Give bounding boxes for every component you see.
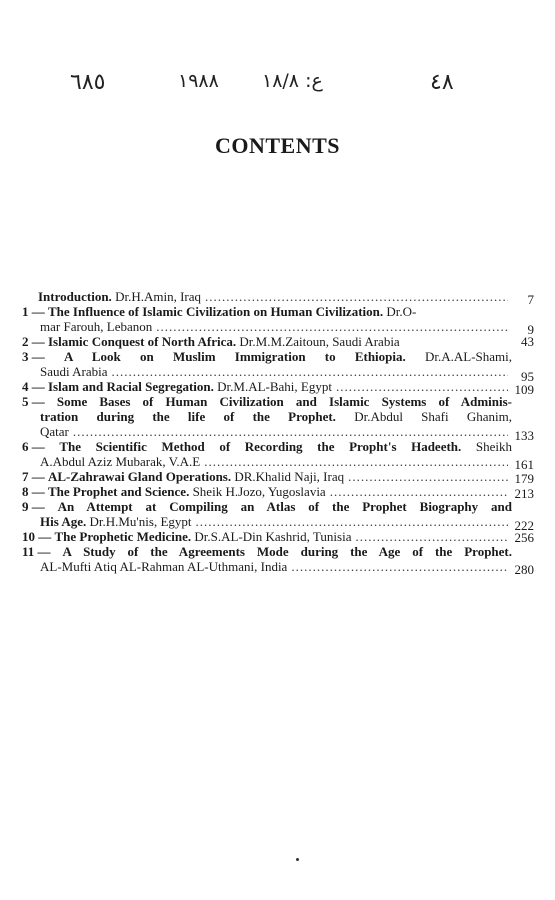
entry-title: tration during the life of the Prophet. bbox=[40, 409, 336, 424]
entry-title: The Prophetic Medicine. bbox=[54, 529, 192, 544]
entry-author: mar Farouh, Lebanon bbox=[40, 319, 153, 334]
leader-dots bbox=[204, 454, 508, 469]
page-number: 222 bbox=[514, 518, 534, 533]
toc-entry-8 bbox=[22, 484, 534, 501]
leader-dots bbox=[330, 484, 508, 499]
entry-number: 11 — bbox=[22, 544, 51, 559]
toc-entry-1 bbox=[22, 304, 534, 337]
entry-author: Dr.Abdul Shafi Ghanim, bbox=[354, 409, 513, 424]
entry-number: 10 — bbox=[22, 529, 52, 544]
entry-author: Dr.A.AL-Shami, bbox=[425, 349, 513, 364]
entry-number: 8 — bbox=[22, 484, 45, 499]
page-title: CONTENTS bbox=[214, 133, 341, 158]
page-number: 43 bbox=[521, 334, 534, 349]
handwritten-annotation: ٤٨ bbox=[430, 70, 454, 95]
entry-author: Dr.H.Amin, Iraq bbox=[115, 289, 201, 304]
handwritten-annotation: ع: ١٨/٨ bbox=[262, 70, 323, 92]
entry-author: Dr.H.Mu'nis, Egypt bbox=[89, 514, 192, 529]
entry-number: 3 — bbox=[22, 349, 45, 364]
leader-dots bbox=[355, 529, 508, 544]
entry-number: 6 — bbox=[22, 439, 45, 454]
entry-title: The Prophet and Science. bbox=[48, 484, 190, 499]
leader-dots bbox=[196, 514, 509, 529]
entry-author: Dr.O- bbox=[386, 304, 417, 319]
leader-dots bbox=[291, 559, 508, 574]
entry-author: Dr.M.AL-Bahi, Egypt bbox=[217, 379, 332, 394]
entry-author: Dr.S.AL-Din Kashrid, Tunisia bbox=[194, 529, 352, 544]
ink-speck bbox=[296, 858, 299, 861]
entry-title: A Look on Muslim Immigration to Ethiopia. bbox=[63, 349, 406, 364]
page-number: 280 bbox=[514, 562, 534, 577]
leader-dots bbox=[205, 289, 508, 304]
entry-author: DR.Khalid Naji, Iraq bbox=[234, 469, 345, 484]
entry-number: 1 — bbox=[22, 304, 45, 319]
entry-number: 4 — bbox=[22, 379, 45, 394]
entry-number: 7 — bbox=[22, 469, 45, 484]
entry-title: Islam and Racial Segregation. bbox=[48, 379, 214, 394]
leader-dots bbox=[156, 319, 508, 334]
toc-entry-4 bbox=[22, 379, 534, 397]
entry-title: Islamic Conquest of North Africa. bbox=[48, 334, 237, 349]
entry-title: A Study of the Agreements Mode during the Age of the Prophet. bbox=[62, 544, 513, 559]
toc-entry-3 bbox=[22, 349, 534, 384]
handwritten-annotation: ٦٨٥ bbox=[70, 70, 106, 95]
entry-number: 2 — bbox=[22, 334, 45, 349]
handwritten-annotation: ١٩٨٨ bbox=[178, 70, 219, 92]
entry-author: Sheikh bbox=[475, 439, 513, 454]
entry-number: 9 — bbox=[22, 499, 45, 514]
entry-author: Dr.M.M.Zaitoun, Saudi Arabia bbox=[239, 334, 400, 349]
page-number: 179 bbox=[514, 471, 534, 486]
toc-entry-introduction bbox=[22, 289, 534, 307]
toc-entry-2 bbox=[22, 334, 534, 349]
page-number: 256 bbox=[514, 530, 534, 545]
toc-entry-9 bbox=[22, 499, 534, 533]
toc-entry-11 bbox=[22, 544, 534, 577]
leader-dots bbox=[336, 379, 508, 394]
toc-entry-10 bbox=[22, 529, 534, 545]
page-number: 161 bbox=[514, 457, 534, 472]
entry-title: The Influence of Islamic Civilization on Human Civilization. bbox=[48, 304, 384, 319]
entry-author: Sheik H.Jozo, Yugoslavia bbox=[192, 484, 326, 499]
toc-entry-5 bbox=[22, 394, 534, 443]
entry-author: A.Abdul Aziz Mubarak, V.A.E bbox=[40, 454, 201, 469]
entry-title: Introduction. bbox=[38, 289, 112, 304]
leader-dots bbox=[73, 424, 508, 439]
page-number: 133 bbox=[514, 428, 534, 443]
entry-title: The Scientific Method of Recording the Propht's Hadeeth. bbox=[59, 439, 462, 454]
entry-title: Some Bases of Human Civilization and Islamic Systems of Adminis- bbox=[56, 394, 513, 409]
page-number: 7 bbox=[527, 292, 534, 307]
page-number: 95 bbox=[521, 369, 534, 384]
toc-entry-6 bbox=[22, 439, 534, 472]
entry-title: AL-Zahrawai Gland Operations. bbox=[48, 469, 232, 484]
page-number: 9 bbox=[527, 322, 534, 337]
entry-title: His Age. bbox=[40, 514, 87, 529]
table-of-contents bbox=[22, 289, 534, 577]
page-number: 213 bbox=[514, 486, 534, 501]
toc-entry-7 bbox=[22, 469, 534, 486]
entry-author: Qatar bbox=[40, 424, 69, 439]
entry-number: 5 — bbox=[22, 394, 45, 409]
page-number: 109 bbox=[514, 382, 534, 397]
leader-dots bbox=[112, 364, 508, 379]
leader-dots bbox=[348, 469, 508, 484]
entry-author: AL-Mufti Atiq AL-Rahman AL-Uthmani, India bbox=[40, 559, 288, 574]
entry-author: Saudi Arabia bbox=[40, 364, 108, 379]
entry-title: An Attempt at Compiling an Atlas of the Prophet Biography and bbox=[57, 499, 513, 514]
